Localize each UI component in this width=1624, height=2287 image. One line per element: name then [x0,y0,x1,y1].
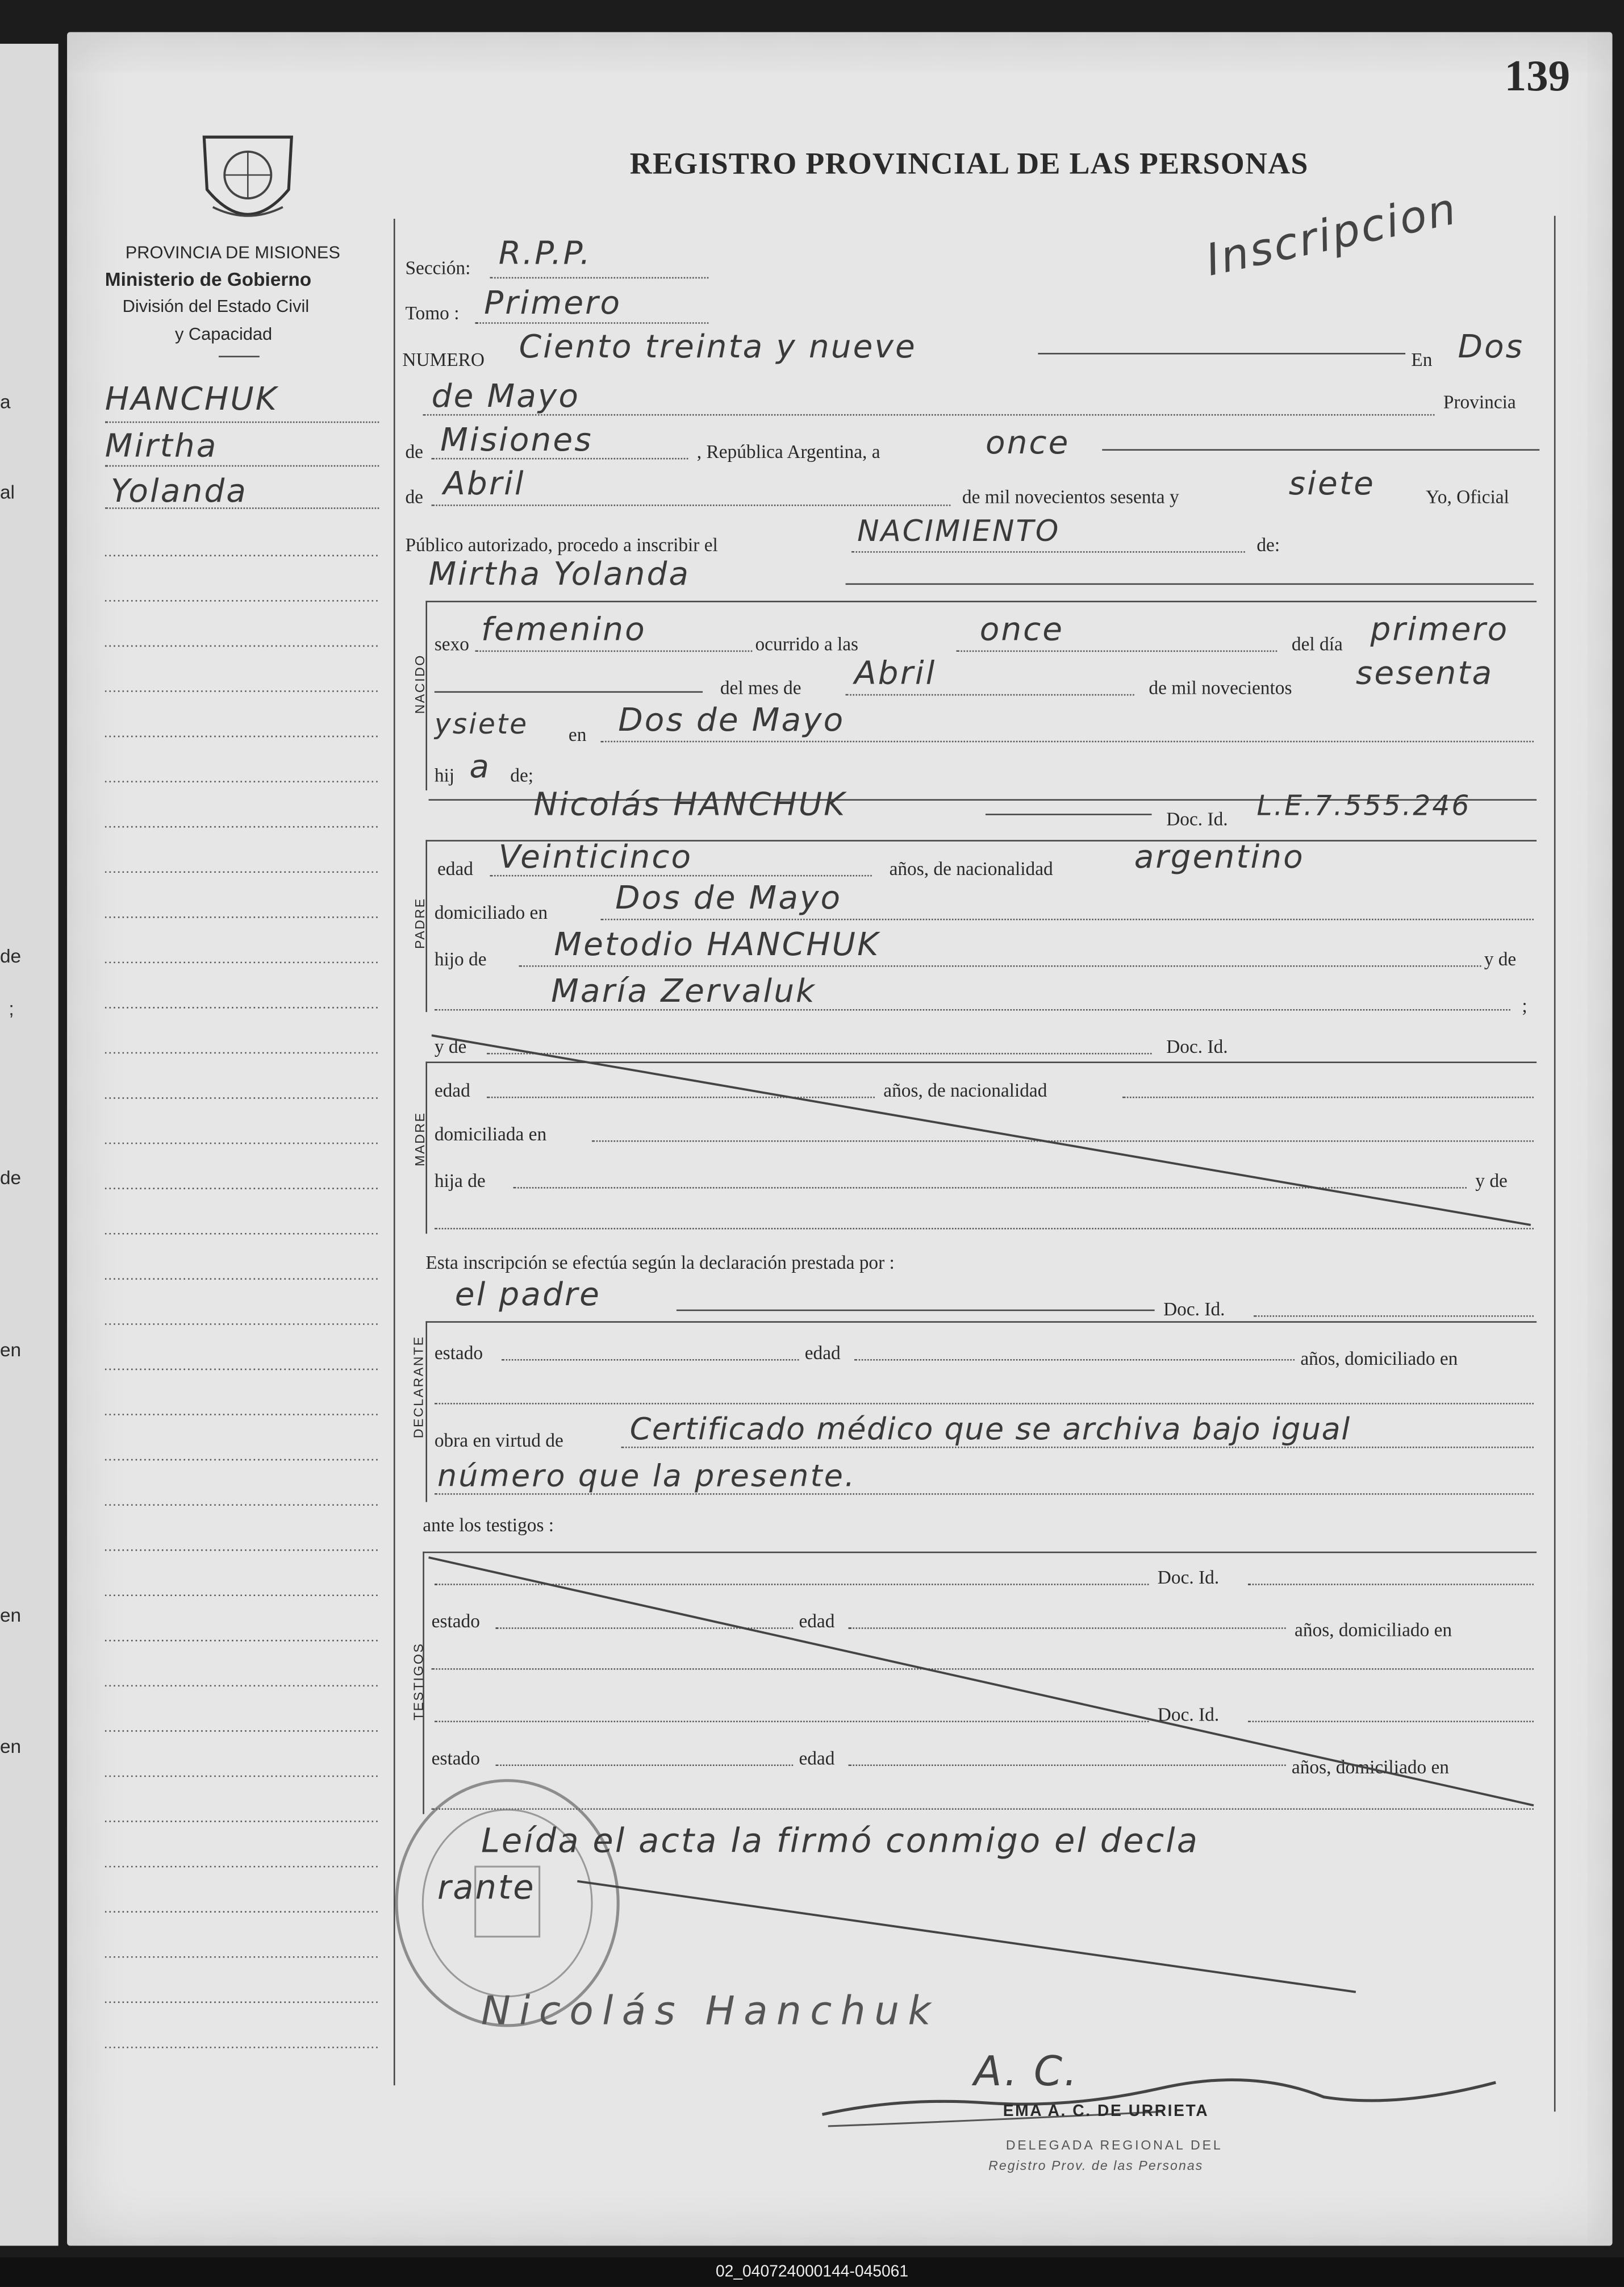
dia-value: primero [1370,612,1509,649]
prev-fragment: de [0,1167,22,1189]
en-label-2: en [568,723,587,745]
lugar-value: de Mayo [431,379,581,416]
rule [475,651,753,652]
rule [677,1310,1155,1311]
anos-nac-label: años, de nacionalidad [889,857,1053,880]
de-semi-label: de; [510,764,534,786]
margin-ruling [105,0,382,2100]
anos-dom-label: años, domiciliado en [1295,1618,1452,1641]
hora-value: once [979,612,1064,649]
rule [435,1403,1534,1405]
declarante-doc-label: Doc. Id. [1163,1298,1225,1320]
del-mes-label: del mes de [720,676,801,699]
edad-label: edad [434,1079,470,1101]
previous-page-edge [0,44,59,2246]
rule [423,414,1434,416]
seccion-value: R.P.P. [498,236,592,273]
hij-label: hij [434,764,455,786]
rule [519,965,1481,967]
prev-fragment: en [0,1735,22,1757]
anio-value: siete [1288,466,1375,503]
padre-doc-label: Doc. Id. [1166,807,1228,830]
edad-label: edad [799,1747,835,1769]
cierre-value-2: rante [437,1869,536,1907]
anos-dom-label: años, domiciliado en [1300,1347,1458,1369]
numero-value: Ciento treinta y nueve [519,330,917,366]
office-line3: División del Estado Civil [122,295,310,316]
office-line4: y Capacidad [174,323,273,344]
declarante-value: el padre [454,1277,601,1314]
prev-fragment: a [0,390,11,413]
rule [854,1359,1295,1361]
publico-label: Público autorizado, procedo a inscribir el [405,534,718,556]
ante-label: ante los testigos : [423,1514,554,1536]
provincia-label: Provincia [1443,390,1516,413]
rule [600,741,1534,743]
estado-label: estado [431,1747,480,1769]
anio-nac-value-1: sesenta [1355,656,1494,693]
edad-label: edad [799,1610,835,1632]
margin-surname: HANCHUK [105,382,278,419]
declarante-signature: Nicolás Hanchuk [481,1989,940,2035]
testigo2-doc-label: Doc. Id. [1157,1703,1220,1726]
mes-nac-value: Abril [854,656,937,693]
dia-letras-value: once [985,426,1070,463]
padre-nac-value: argentino [1134,840,1305,877]
tipo-value: NACIMIENTO [857,513,1061,549]
section-rule [425,601,1537,602]
side-label-declarante: DECLARANTE [411,1335,426,1439]
padre-value: Nicolás HANCHUK [533,787,847,824]
oficial-signature: A. C. [974,2047,1079,2096]
domiciliado-label: domiciliado en [434,901,548,923]
prev-fragment: en [0,1339,22,1361]
declaracion-label: Esta inscripción se efectúa según la declaración prestada por : [425,1251,895,1273]
testigos-void-strike [425,1555,1537,1811]
rule [621,1447,1534,1448]
anos-dom-label: años, domiciliado en [1291,1756,1449,1778]
semicolon-label: ; [1522,994,1527,1017]
hijo-de-label: hijo de [434,948,487,970]
office-line1: PROVINCIA DE MISIONES [125,242,340,263]
nombre-value: Mirtha Yolanda [428,557,691,594]
obra-label: obra en virtud de [434,1429,563,1451]
section-rule [423,1552,1537,1553]
closing-strike [574,1876,1362,1998]
right-border [1554,216,1556,2111]
scan-id-bar: 02_040724000144-045061 [0,2257,1624,2286]
prev-fragment: ; [9,997,14,1019]
y-de-madre-label: y de [434,1035,467,1057]
side-label-testigos: TESTIGOS [411,1642,426,1721]
prev-fragment: de [0,945,22,967]
side-label-madre: MADRE [412,1111,427,1167]
rule [1254,1315,1534,1317]
de-label: de [405,440,424,463]
oficial-office: Registro Prov. de las Personas [988,2158,1204,2173]
numero-label: NUMERO [402,348,485,370]
y-de-label: y de [1484,948,1517,970]
en-label: En [1411,348,1433,370]
hij-value: a [469,749,491,786]
oficial-signature-flourish [813,2056,1505,2138]
mes-value: Abril [443,466,525,503]
rule [502,1359,799,1361]
yo-oficial-label: Yo, Oficial [1426,485,1509,508]
margin-name2: Yolanda [111,474,248,511]
tomo-value: Primero [484,286,622,323]
padre-dom-value: Dos de Mayo [615,881,842,918]
side-label-padre: PADRE [412,897,427,949]
ocurrido-label: ocurrido a las [755,632,859,655]
rule [1102,449,1539,451]
sexo-label: sexo [434,632,470,655]
page-number: 139 [1504,52,1571,101]
inscripcion-annotation: Inscripcion [1201,184,1462,288]
rule [435,1493,1534,1495]
rule [846,584,1534,585]
estado-label: estado [434,1342,483,1364]
obra-value-2: número que la presente. [437,1458,857,1494]
rule [1038,353,1405,355]
rule [851,551,1245,553]
seccion-label: Sección: [405,256,471,279]
oficial-name: EMA A. C. DE URRIETA [1003,2102,1209,2121]
y-de-label: y de [1475,1169,1508,1192]
office-line2: Ministerio de Gobierno [105,268,312,290]
rule [490,875,871,877]
lugar-nac-value: Dos de Mayo [618,703,845,740]
madre-doc-label: Doc. Id. [1166,1035,1228,1057]
hija-de-label: hija de [434,1169,486,1192]
rule [957,651,1278,652]
rule [475,322,709,324]
anos-nac-label: años, de nacionalidad [883,1079,1047,1101]
oficial-role: DELEGADA REGIONAL DEL [1005,2138,1223,2153]
domiciliada-label: domiciliada en [434,1123,547,1145]
sexo-value: femenino [481,612,646,649]
section-rule [425,1321,1537,1323]
de-mil-label: de mil novecientos [1149,676,1292,699]
republica-label: , República Argentina, a [696,440,880,463]
estado-label: estado [431,1610,480,1632]
abuela-value: María Zervaluk [551,974,816,1011]
padre-doc-value: L.E.7.555.246 [1256,790,1471,823]
obra-value-1: Certificado médico que se archiva bajo igual [629,1411,1351,1447]
de-label: de [405,485,424,508]
cierre-value-1: Leída el acta la firmó conmigo el decla [481,1823,1199,1861]
testigo1-doc-label: Doc. Id. [1157,1566,1220,1588]
rule [846,694,1134,696]
del-dia-label: del día [1291,632,1343,655]
page-title: REGISTRO PROVINCIAL DE LAS PERSONAS [629,145,1309,181]
rule [435,1009,1510,1011]
de-colon-label: de: [1256,534,1280,556]
anio-nac-value-2: ysiete [434,709,529,741]
en-value: Dos [1458,330,1525,366]
provincia-value: Misiones [440,423,593,460]
rule [600,919,1534,920]
margin-name1: Mirtha [105,428,218,465]
tomo-label: Tomo : [405,302,460,324]
madre-void-strike [432,1032,1534,1231]
rule [435,691,703,693]
prev-fragment: al [0,481,15,503]
section-bracket [425,1321,427,1502]
mil-label: de mil novecientos sesenta y [962,485,1179,508]
edad-label: edad [804,1342,841,1364]
side-label-nacido: NACIDO [412,654,427,714]
rule [490,277,708,279]
rule [432,505,951,506]
edad-label: edad [437,857,473,880]
prev-fragment: en [0,1604,22,1626]
rule [432,458,688,460]
padre-edad-value: Veinticinco [498,840,693,877]
abuelo-value: Metodio HANCHUK [554,927,880,964]
rule [986,814,1152,815]
